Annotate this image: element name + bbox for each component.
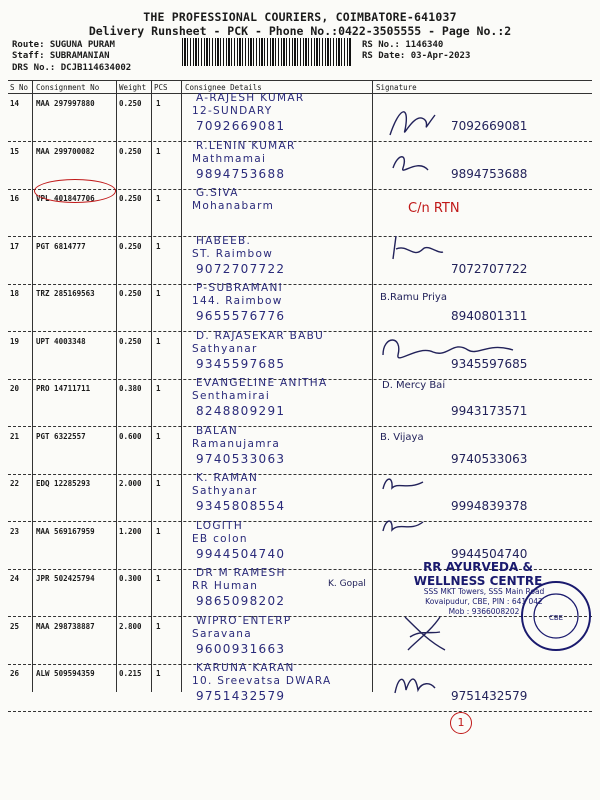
pieces-count: 1: [156, 622, 161, 631]
weight-value: 0.600: [119, 432, 142, 441]
signature-scribble: [400, 612, 450, 652]
signature-note: 7072707722: [451, 262, 528, 276]
signature-note: 8940801311: [451, 309, 528, 323]
weight-value: 0.380: [119, 384, 142, 393]
pieces-count: 1: [156, 242, 161, 251]
weight-value: 2.800: [119, 622, 142, 631]
consignment-number: JPR 502425794: [36, 574, 95, 583]
table-top-border: [8, 80, 592, 81]
drs-number: DRS No.: DCJB114634002: [12, 63, 132, 73]
serial-number: 15: [10, 147, 20, 156]
serial-number: 23: [10, 527, 20, 536]
company-seal: [520, 580, 592, 652]
document-title: THE PROFESSIONAL COURIERS, COIMBATORE-641037: [143, 10, 457, 24]
signature-scribble: [390, 668, 440, 698]
consignee-name: G.SIVA: [196, 187, 239, 199]
pieces-count: 1: [156, 669, 161, 678]
consignee-phone: 9345808554: [196, 499, 286, 513]
consignment-number: VPL 401847706: [36, 194, 95, 203]
table-row: [8, 379, 592, 427]
pieces-count: 1: [156, 574, 161, 583]
consignee-address: ST. Raimbow: [192, 248, 274, 260]
pieces-count: 1: [156, 337, 161, 346]
serial-number: 24: [10, 574, 20, 583]
consignee-name: HABEEB.: [196, 235, 252, 247]
signature-scribble: [378, 330, 518, 366]
consignment-number: PRO 14711711: [36, 384, 91, 393]
document-subtitle: Delivery Runsheet - PCK - Phone No.:0422-3505555 - Page No.:2: [88, 24, 512, 38]
serial-number: 14: [10, 99, 20, 108]
serial-number: 25: [10, 622, 20, 631]
serial-number: 21: [10, 432, 20, 441]
table-row: [8, 474, 592, 522]
stamp-address: SSS MKT Towers, SSS Main Road Kovaipudur, CBE, PIN : 641 042 Mob : 9366008202: [423, 587, 545, 616]
weight-value: 0.215: [119, 669, 142, 678]
signature-note: 9944504740: [451, 547, 528, 561]
consignee-address: Saravana: [192, 628, 252, 640]
column-header-consignment: Consignment No: [36, 83, 100, 92]
consignee-address: 144. Raimbow: [192, 295, 283, 307]
consignee-phone: 7092669081: [196, 119, 286, 133]
consignee-name: WIPRO ENTERP: [196, 615, 292, 627]
consignee-address: EB colon: [192, 533, 248, 545]
weight-value: 0.250: [119, 242, 142, 251]
serial-number: 17: [10, 242, 20, 251]
route-label: Route: SUGUNA PURAM: [12, 40, 115, 50]
consignee-address: Senthamirai: [192, 390, 271, 402]
consignee-name: LOGITH: [196, 520, 244, 532]
signature-name: B.Ramu Priya: [380, 292, 447, 303]
consignee-name: R.LENIN KUMAR: [196, 140, 296, 152]
column-header-pcs: PCS: [154, 83, 168, 92]
signature-note: 9894753688: [451, 167, 528, 181]
weight-value: 0.250: [119, 289, 142, 298]
pieces-count: 1: [156, 527, 161, 536]
consignment-number: MAA 298738887: [36, 622, 95, 631]
consignee-address: Mohanabarm: [192, 200, 275, 212]
column-header-consignee: Consignee Details: [185, 83, 262, 92]
signature-scribble: [388, 148, 448, 178]
signature-note: 9345597685: [451, 357, 528, 371]
consignment-number: MAA 299700082: [36, 147, 95, 156]
pieces-count: 1: [156, 147, 161, 156]
signature-note: K. Gopal: [328, 579, 366, 589]
consignee-address: Mathmamai: [192, 153, 267, 165]
signature-scribble: [378, 474, 428, 494]
consignee-name: KARUNA KARAN: [196, 662, 295, 674]
consignment-number: EDQ 12285293: [36, 479, 91, 488]
table-row: [8, 427, 592, 475]
consignee-address: 10. Sreevatsa DWARA: [192, 675, 332, 687]
table-row: [8, 284, 592, 332]
serial-number: 26: [10, 669, 20, 678]
rs-number: RS No.: 1146340: [362, 40, 444, 50]
consignment-number: PGT 6814777: [36, 242, 86, 251]
consignee-name: A-RAJESH KUMAR: [196, 92, 305, 104]
signature-note: 9740533063: [451, 452, 528, 466]
weight-value: 0.300: [119, 574, 142, 583]
signature-name: B. Vijaya: [380, 432, 424, 443]
consignment-number: ALW 509594359: [36, 669, 95, 678]
weight-value: 0.250: [119, 337, 142, 346]
consignment-number: UPT 4003348: [36, 337, 86, 346]
serial-number: 20: [10, 384, 20, 393]
consignee-name: DR M RAMESH: [196, 567, 286, 579]
weight-value: 1.200: [119, 527, 142, 536]
consignee-phone: 9751432579: [196, 689, 286, 703]
consignee-address: Sathyanar: [192, 485, 258, 497]
serial-number: 19: [10, 337, 20, 346]
consignee-phone: 9072707722: [196, 262, 286, 276]
consignee-name: K. RAMAN: [196, 472, 259, 484]
consignee-phone: 9894753688: [196, 167, 286, 181]
consignee-phone: 9944504740: [196, 547, 286, 561]
column-header-sno: S No: [10, 83, 29, 92]
table-row: [8, 94, 592, 142]
pieces-count: 1: [156, 99, 161, 108]
staff-label: Staff: SUBRAMANIAN: [12, 51, 110, 61]
column-header-signature: Signature: [376, 83, 417, 92]
column-header-weight: Weight: [119, 83, 147, 92]
consignment-highlight-circle: [34, 179, 116, 203]
consignee-phone: 8248809291: [196, 404, 286, 418]
rs-date: RS Date: 03-Apr-2023: [362, 51, 471, 61]
consignee-phone: 9740533063: [196, 452, 286, 466]
page-number-circle: 1: [450, 712, 472, 734]
consignee-phone: 9865098202: [196, 594, 286, 608]
consignee-address: Ramanujamra: [192, 438, 281, 450]
table-row: [8, 617, 592, 665]
consignee-address: RR Human: [192, 580, 259, 592]
serial-number: 18: [10, 289, 20, 298]
pieces-count: 1: [156, 384, 161, 393]
pieces-count: 1: [156, 289, 161, 298]
signature-note: 9994839378: [451, 499, 528, 513]
weight-value: 0.250: [119, 147, 142, 156]
barcode: [182, 38, 352, 66]
signature-note: C/n RTN: [408, 201, 460, 216]
signature-scribble: [380, 100, 460, 140]
consignment-number: MAA 297997880: [36, 99, 95, 108]
signature-name: D. Mercy Bai: [382, 380, 446, 391]
pieces-count: 1: [156, 479, 161, 488]
svg-text:CBE: CBE: [548, 614, 564, 622]
consignee-address: 12-SUNDARY: [192, 105, 273, 117]
consignee-name: P-SUBRAMANI: [196, 282, 283, 294]
consignee-name: EVANGELINE ANITHA: [196, 377, 328, 389]
weight-value: 2.000: [119, 479, 142, 488]
signature-scribble: [378, 516, 428, 536]
table-row: [8, 664, 592, 712]
consignment-number: TRZ 285169563: [36, 289, 95, 298]
table-row: [8, 237, 592, 285]
weight-value: 0.250: [119, 194, 142, 203]
consignee-address: Sathyanar: [192, 343, 258, 355]
consignee-phone: 9345597685: [196, 357, 286, 371]
consignee-name: BALAN: [196, 425, 239, 437]
serial-number: 16: [10, 194, 20, 203]
signature-note: 9943173571: [451, 404, 528, 418]
consignee-phone: 9600931663: [196, 642, 286, 656]
stamp-name: RR AYURVEDA & WELLNESS CENTRE: [413, 560, 543, 588]
pieces-count: 1: [156, 432, 161, 441]
consignee-name: D. RAJASEKAR BABU: [196, 330, 325, 342]
serial-number: 22: [10, 479, 20, 488]
signature-note: 9751432579: [451, 689, 528, 703]
signature-scribble: [388, 234, 448, 264]
consignment-number: PGT 6322557: [36, 432, 86, 441]
row-separator: [8, 711, 592, 712]
consignment-number: MAA 569167959: [36, 527, 95, 536]
signature-note: 7092669081: [451, 119, 528, 133]
consignee-phone: 9655576776: [196, 309, 286, 323]
weight-value: 0.250: [119, 99, 142, 108]
pieces-count: 1: [156, 194, 161, 203]
